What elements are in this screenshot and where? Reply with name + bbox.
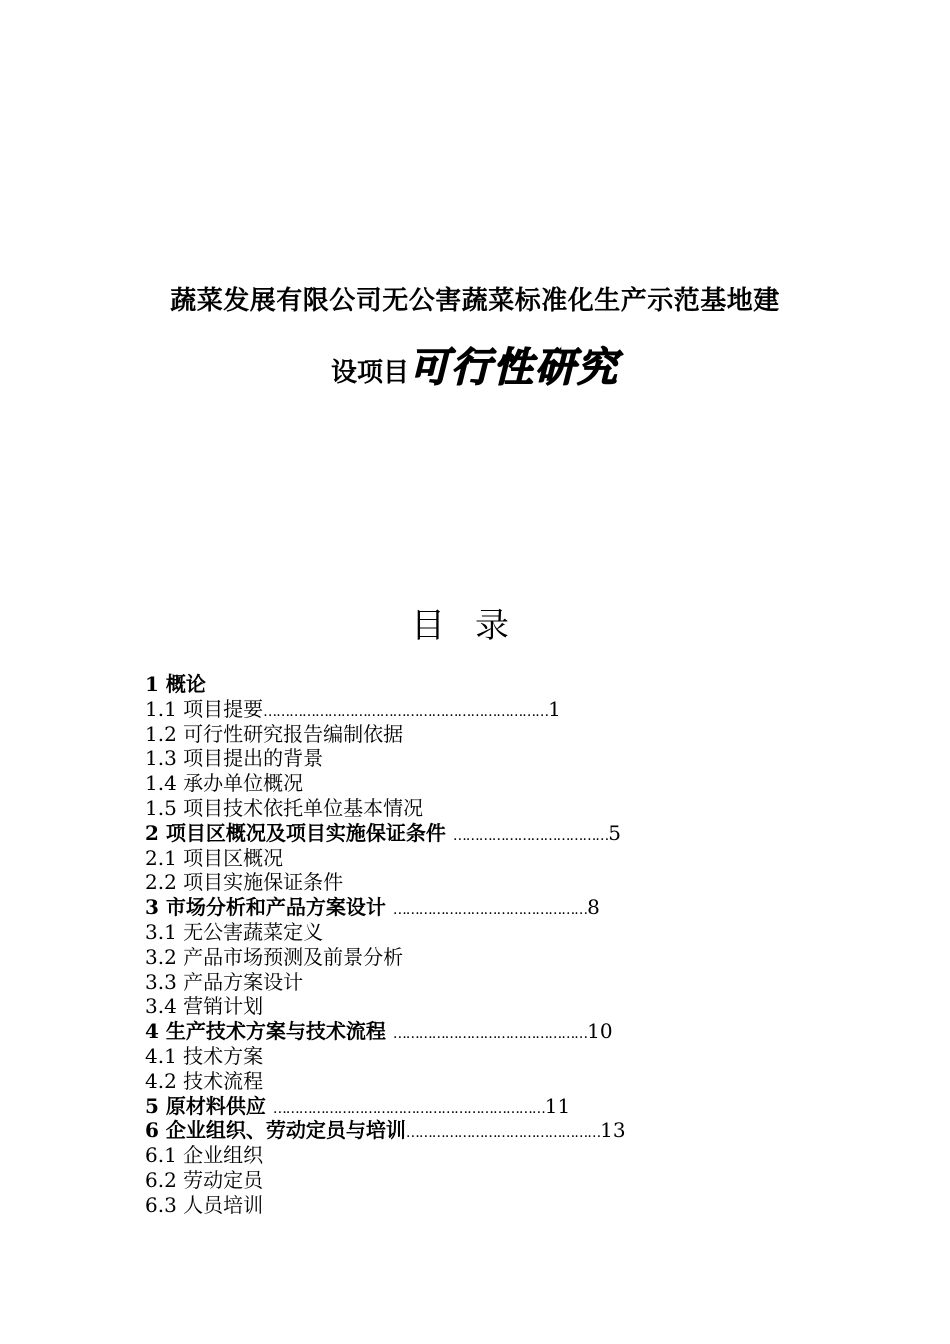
toc-entry-text: 1.4 承办单位概况 [145,771,304,796]
toc-entry [145,994,845,1019]
document-title-part-normal: 设项目 [330,358,409,388]
toc-entry-page: 11 [544,1093,571,1118]
toc-entry [145,821,845,846]
toc-entry [145,870,845,895]
toc-entry-text: 3.3 产品方案设计 [145,969,304,994]
toc-entry-text: 3.1 无公害蔬菜定义 [145,919,324,944]
toc-entry-page: 13 [600,1118,626,1143]
toc-entry-leader: ………………………………………………………… [263,703,549,720]
toc-entry [145,697,845,722]
toc-heading: 目录 [411,606,539,646]
toc-entry [145,746,845,771]
toc-entry-page: 8 [587,895,600,920]
toc-entry [145,1168,845,1193]
toc-entry-text: 1.2 可行性研究报告编制依据 [145,721,404,746]
toc-entry [145,796,845,821]
toc-entry-text: 1.1 项目提要 [145,696,264,721]
toc-entry-text: 5 原材料供应 [145,1093,273,1118]
table-of-contents [145,672,845,1218]
document-title-line-1: 蔬菜发展有限公司无公害蔬菜标准化生产示范基地建 [170,286,780,316]
toc-entry [145,945,845,970]
toc-entry [145,846,845,871]
toc-entry-leader: ……………………………………… [392,902,588,919]
toc-entry-text: 1 概论 [145,672,206,696]
toc-entry [145,771,845,796]
toc-entry [145,722,845,747]
toc-entry-text: 1.5 项目技术依托单位基本情况 [145,795,424,820]
toc-entry [145,920,845,945]
toc-entry-text: 6.2 劳动定员 [145,1167,264,1192]
toc-entry-text: 6 企业组织、劳动定员与培训 [145,1118,406,1143]
toc-entry [145,1019,845,1044]
document-title-line-2 [0,336,950,393]
toc-entry-leader: ……………………………… [452,827,609,844]
toc-entry-text: 2 项目区概况及项目实施保证条件 [145,820,453,845]
toc-entry [145,672,845,697]
toc-entry [145,1069,845,1094]
toc-entry-text: 4 生产技术方案与技术流程 [145,1019,393,1044]
toc-entry [145,1094,845,1119]
toc-entry-page: 10 [587,1019,613,1044]
toc-entry-text: 6.3 人员培训 [145,1192,264,1217]
toc-entry-text: 3 市场分析和产品方案设计 [145,895,393,920]
toc-entry-text: 4.2 技术流程 [145,1068,264,1093]
toc-entry-leader: ……………………………………………………… [272,1100,545,1117]
toc-entry-text: 6.1 企业组织 [145,1143,264,1168]
toc-entry-leader: ……………………………………… [392,1026,588,1043]
toc-entry-page: 5 [608,820,621,845]
document-title-part-stylized: 可行性研究 [409,344,619,391]
toc-entry [145,1118,845,1143]
toc-entry [145,895,845,920]
toc-entry [145,1143,845,1168]
toc-entry-text: 3.4 营销计划 [145,994,264,1019]
toc-entry-text: 2.2 项目实施保证条件 [145,870,344,895]
toc-entry [145,1044,845,1069]
toc-entry [145,1193,845,1218]
toc-entry-text: 3.2 产品市场预测及前景分析 [145,944,404,969]
toc-entry-text: 4.1 技术方案 [145,1043,264,1068]
toc-entry-text: 1.3 项目提出的背景 [145,746,324,771]
toc-entry-leader: ……………………………………… [405,1125,601,1142]
toc-entry-page: 1 [548,696,561,721]
toc-entry [145,970,845,995]
toc-entry-text: 2.1 项目区概况 [145,845,284,870]
